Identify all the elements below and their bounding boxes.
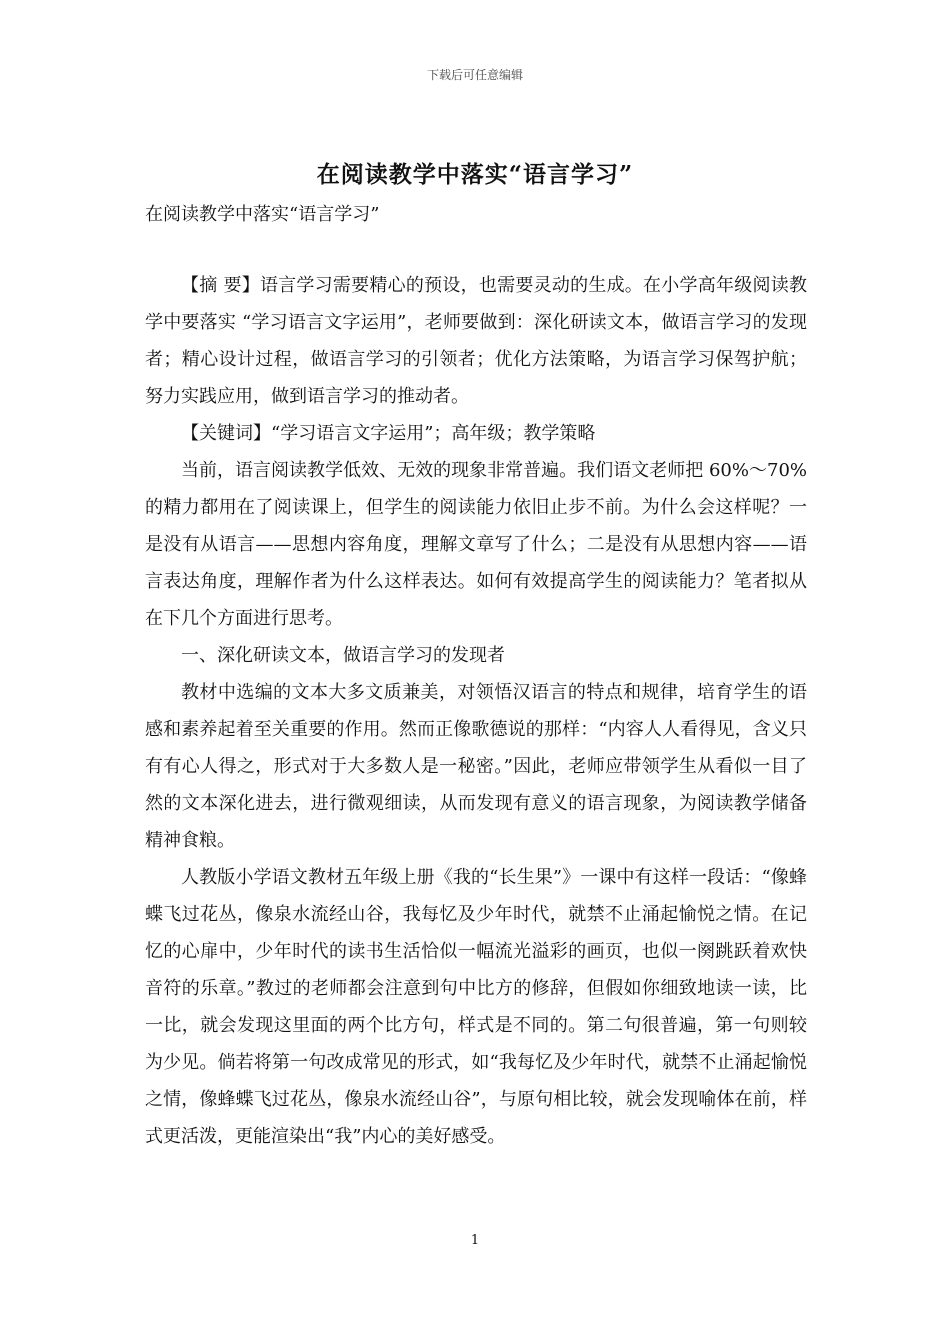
document-body	[145, 267, 807, 1155]
abstract-paragraph: 【摘 要】语言学习需要精心的预设，也需要灵动的生成。在小学高年级阅读教学中要落实 “学习语言文字运用”，老师要做到：深化研读文本，做语言学习的发现者；精心设计过程，做语言学习的引领者；优化方法策略，为语言学习保驾护航；努力实践应用，做到语言学习的推动者。	[145, 275, 807, 407]
body-paragraph: 教材中选编的文本大多文质兼美，对领悟汉语言的特点和规律，培育学生的语感和素养起着至关重要的作用。然而正像歌德说的那样：“内容人人看得见，含义只有有心人得之，形式对于大多数人是一秘密。”因此，老师应带领学生从看似一目了然的文本深化进去，进行微观细读，从而发现有意义的语言现象，为阅读教学储备精神食粮。	[145, 682, 807, 851]
document-title: 在阅读教学中落实“语言学习”	[316, 161, 634, 188]
section-heading: 一、深化研读文本，做语言学习的发现者	[181, 645, 505, 666]
document-subtitle: 在阅读教学中落实“语言学习”	[145, 204, 380, 225]
keywords-paragraph: 【关键词】“学习语言文字运用”；高年级；教学策略	[181, 423, 596, 444]
page-header: 下载后可任意编辑	[426, 68, 523, 82]
body-paragraph: 人教版小学语文教材五年级上册《我的“长生果”》一课中有这样一段话：“像蜂蝶飞过花丛，像泉水流经山谷，我每忆及少年时代，就禁不止涌起愉悦之情。在记忆的心扉中，少年时代的读书生活恰似一幅流光溢彩的画页，也似一阕跳跃着欢快音符的乐章。”教过的老师都会注意到句中比方的修辞，但假如你细致地读一读，比一比，就会发现这里面的两个比方句，样式是不同的。第二句很普遍，第一句则较为少见。倘若将第一句改成常见的形式，如“我每忆及少年时代，就禁不止涌起愉悦之情，像蜂蝶飞过花丛，像泉水流经山谷”，与原句相比较，就会发现喻体在前，样式更活泼，更能渲染出“我”内心的美好感受。	[145, 867, 807, 1147]
body-paragraph: 当前，语言阅读教学低效、无效的现象非常普遍。我们语文老师把 60%～70%的精力都用在了阅读课上，但学生的阅读能力依旧止步不前。为什么会这样呢？一是没有从语言——思想内容角度，理解文章写了什么；二是没有从思想内容——语言表达角度，理解作者为什么这样表达。如何有效提高学生的阅读能力？笔者拟从在下几个方面进行思考。	[145, 460, 807, 629]
page-number: 1	[470, 1233, 480, 1248]
